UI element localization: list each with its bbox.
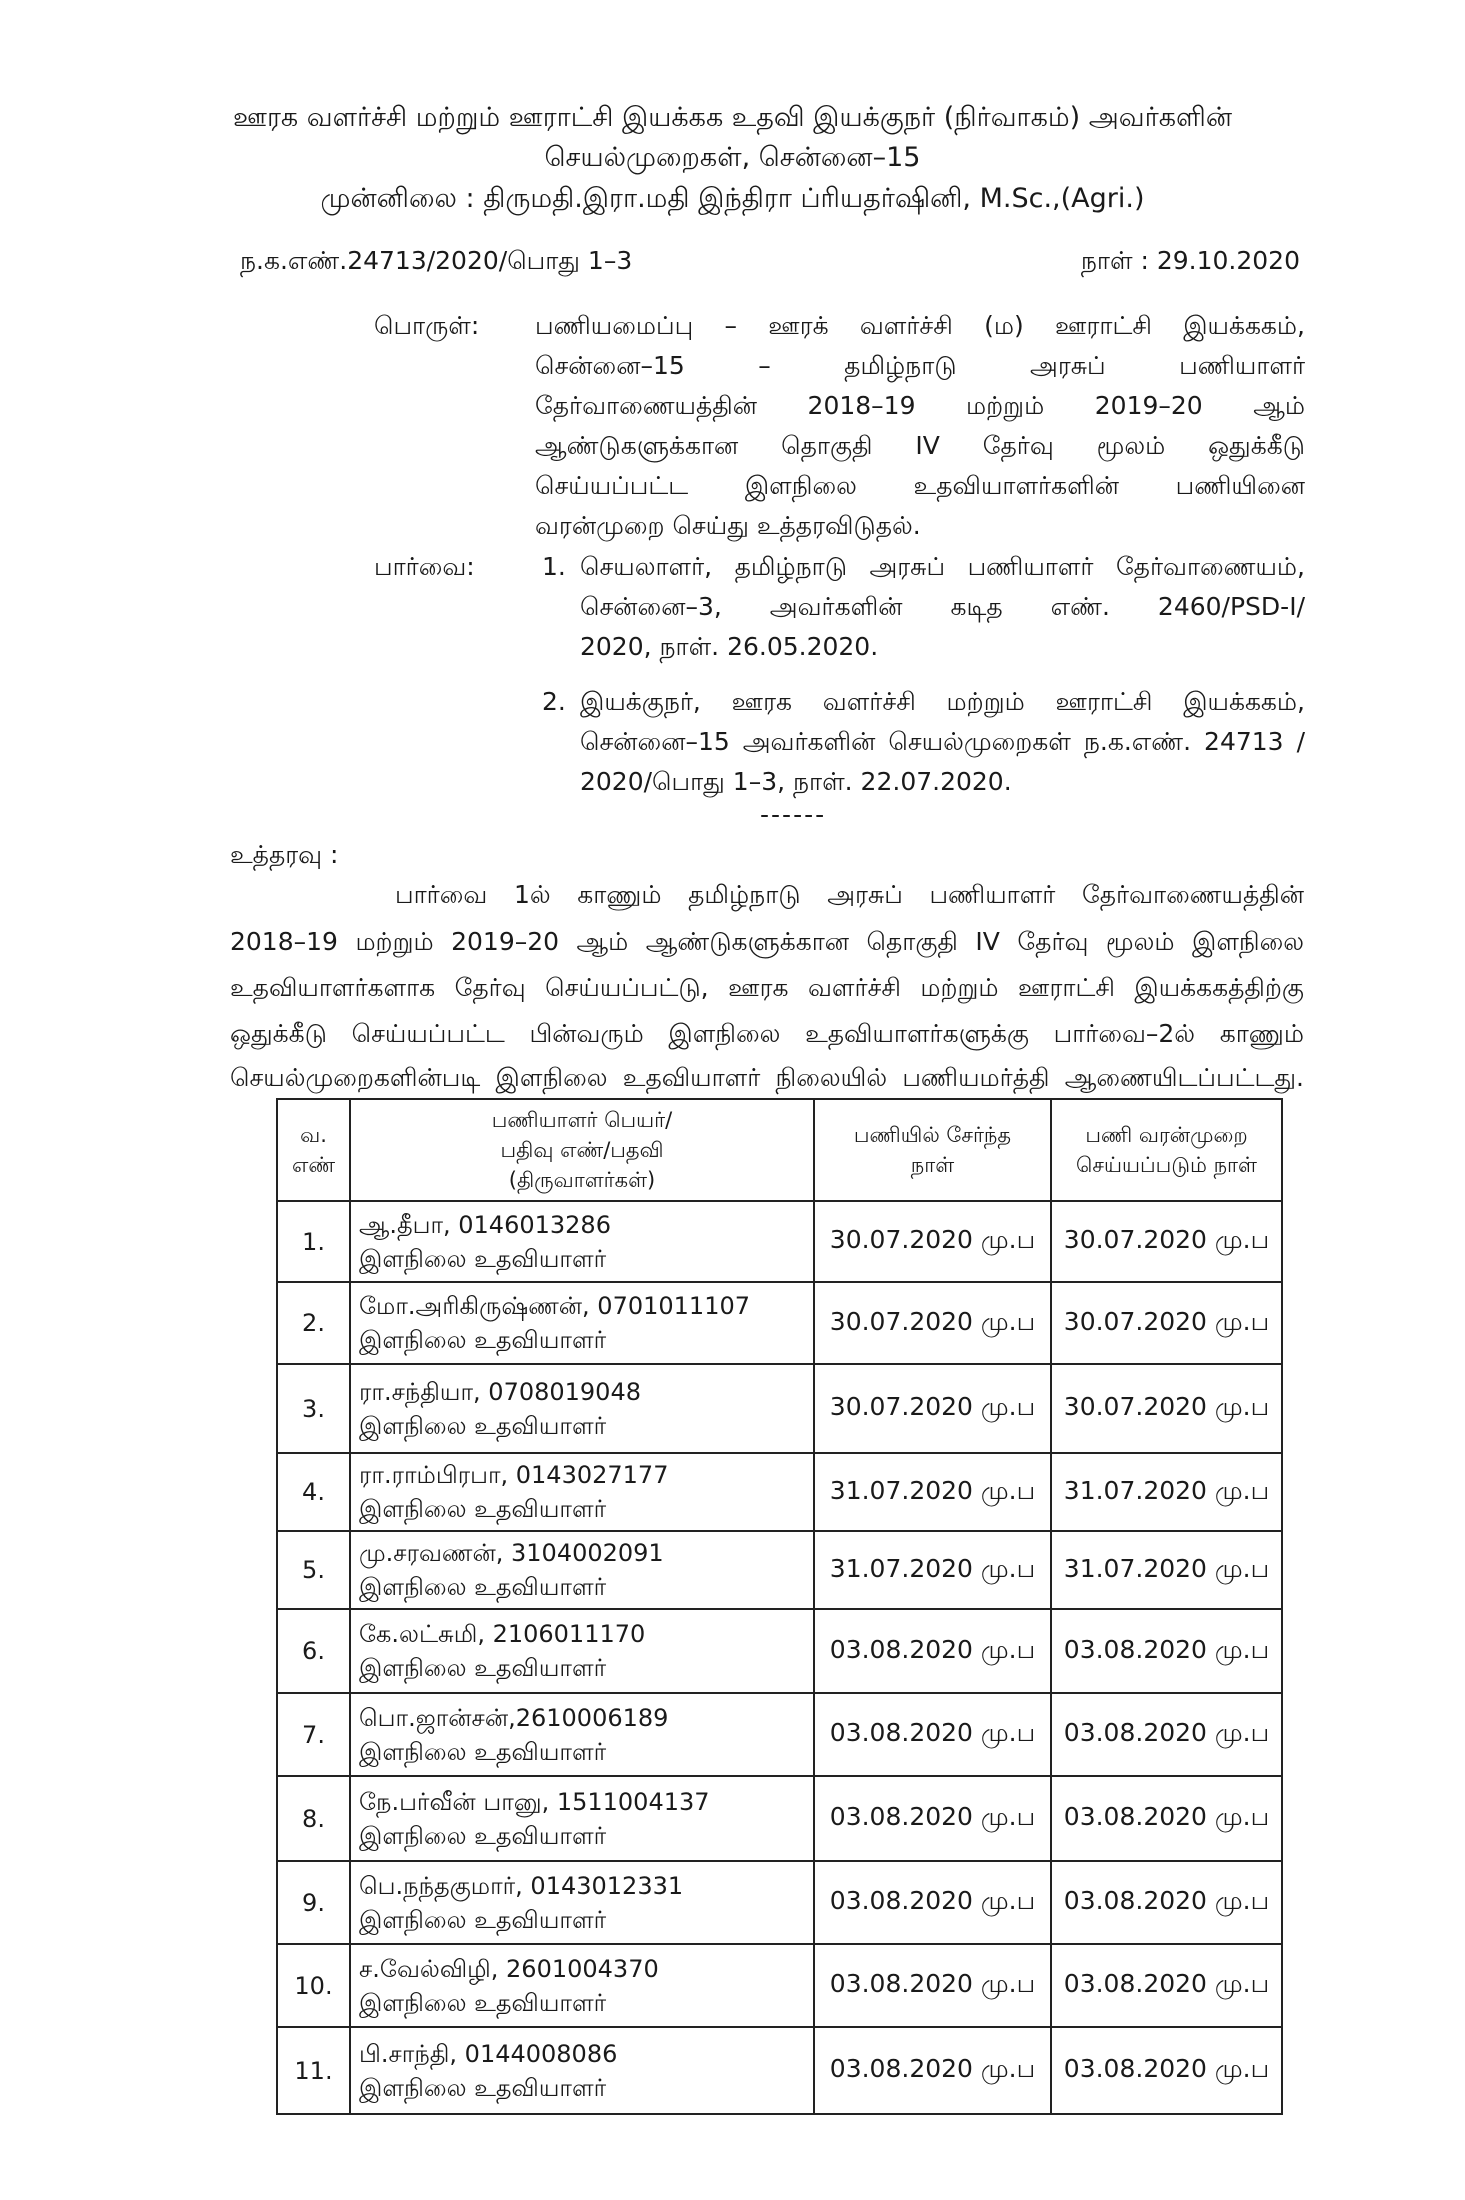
order-line: ஒதுக்கீடு செய்யப்பட்ட பின்வரும் இளநிலை உதவியாளர்களுக்கு பார்வை–2ல் காணும் bbox=[230, 1019, 1304, 1048]
joined-date: 03.08.2020 மு.ப bbox=[814, 1776, 1051, 1861]
employee-post: இளநிலை உதவியாளர் bbox=[359, 1654, 607, 1682]
reference-line: செயலாளர், தமிழ்நாடு அரசுப் பணியாளர் தேர்வாணையம், bbox=[580, 552, 1305, 581]
order-date: நாள் : 29.10.2020 bbox=[1080, 246, 1300, 275]
table-row bbox=[277, 1531, 1282, 1609]
regularised-date: 03.08.2020 மு.ப bbox=[1051, 1944, 1282, 2027]
order-line: 2018–19 மற்றும் 2019–20 ஆம் ஆண்டுகளுக்கான தொகுதி IV தேர்வு மூலம் இளநிலை bbox=[230, 927, 1304, 956]
employee-cell bbox=[350, 2027, 814, 2114]
reference-number-2: 2. bbox=[542, 687, 566, 716]
employee-post: இளநிலை உதவியாளர் bbox=[359, 1244, 607, 1273]
employee-cell bbox=[350, 1282, 814, 1364]
employee-post: இளநிலை உதவியாளர் bbox=[359, 2073, 607, 2102]
table-header-row bbox=[277, 1099, 1282, 1201]
header-joined-line: பணியில் சேர்ந்த bbox=[853, 1123, 1012, 1147]
references-list bbox=[542, 547, 1305, 802]
table-row bbox=[277, 2027, 1282, 2114]
subject-line: வரன்முறை செய்து உத்தரவிடுதல். bbox=[535, 511, 921, 540]
regularised-date: 03.08.2020 மு.ப bbox=[1051, 1693, 1282, 1776]
table-row bbox=[277, 1364, 1282, 1453]
staff-table bbox=[276, 1098, 1283, 2115]
subject-line: பணியமைப்பு – ஊரக் வளர்ச்சி (ம) ஊராட்சி இயக்ககம், bbox=[535, 311, 1305, 340]
header-serial-line: வ. bbox=[300, 1123, 327, 1147]
employee-name: ரா.சந்தியா, 0708019048 bbox=[359, 1377, 641, 1406]
employee-name: மு.சரவணன், 3104002091 bbox=[359, 1539, 664, 1567]
employee-cell bbox=[350, 1693, 814, 1776]
table-row bbox=[277, 1944, 1282, 2027]
reference-text bbox=[580, 547, 1305, 667]
joined-date: 30.07.2020 மு.ப bbox=[814, 1201, 1051, 1282]
reference-item bbox=[542, 547, 1305, 667]
header-regularised-line: செய்யப்படும் நாள் bbox=[1076, 1153, 1257, 1177]
employee-post: இளநிலை உதவியாளர் bbox=[359, 1411, 607, 1440]
reference-number: ந.க.எண்.24713/2020/பொது 1–3 bbox=[240, 246, 633, 275]
employee-post: இளநிலை உதவியாளர் bbox=[359, 1495, 607, 1523]
employee-post: இளநிலை உதவியாளர் bbox=[359, 1326, 607, 1354]
header-line-1: ஊரக வளர்ச்சி மற்றும் ஊராட்சி இயக்கக உதவி இயக்குநர் (நிர்வாகம்) அவர்களின் bbox=[232, 102, 1233, 133]
joined-date: 31.07.2020 மு.ப bbox=[814, 1531, 1051, 1609]
header-name bbox=[350, 1099, 814, 1201]
employee-name: நே.பர்வீன் பானு, 1511004137 bbox=[359, 1787, 710, 1816]
subject-line: செய்யப்பட்ட இளநிலை உதவியாளர்களின் பணியினை bbox=[535, 471, 1305, 500]
subject-block bbox=[374, 306, 1305, 546]
serial-number: 5. bbox=[277, 1531, 350, 1609]
header-regularised-date bbox=[1051, 1099, 1282, 1201]
references-label: பார்வை: bbox=[374, 552, 475, 581]
employee-cell bbox=[350, 1531, 814, 1609]
employee-name: ஆ.தீபா, 0146013286 bbox=[359, 1210, 611, 1239]
regularised-date: 03.08.2020 மு.ப bbox=[1051, 2027, 1282, 2114]
regularised-date: 03.08.2020 மு.ப bbox=[1051, 1609, 1282, 1693]
employee-cell bbox=[350, 1201, 814, 1282]
joined-date: 03.08.2020 மு.ப bbox=[814, 1944, 1051, 2027]
header-name-line: (திருவாளர்கள்) bbox=[508, 1168, 656, 1192]
employee-cell bbox=[350, 1944, 814, 2027]
employee-post: இளநிலை உதவியாளர் bbox=[359, 1821, 607, 1850]
reference-number-1: 1. bbox=[542, 552, 566, 581]
header-line-3: முன்னிலை : திருமதி.இரா.மதி இந்திரா ப்ரியதர்ஷினி, M.Sc.,(Agri.) bbox=[320, 183, 1145, 214]
employee-name: பெ.நந்தகுமார், 0143012331 bbox=[359, 1871, 684, 1900]
regularised-date: 31.07.2020 மு.ப bbox=[1051, 1453, 1282, 1531]
order-line: பார்வை 1ல் காணும் தமிழ்நாடு அரசுப் பணியாளர் தேர்வாணையத்தின் bbox=[395, 880, 1304, 909]
reference-line: 2020/பொது 1–3, நாள். 22.07.2020. bbox=[580, 767, 1012, 796]
serial-number: 11. bbox=[277, 2027, 350, 2114]
employee-post: இளநிலை உதவியாளர் bbox=[359, 1905, 607, 1934]
regularised-date: 03.08.2020 மு.ப bbox=[1051, 1861, 1282, 1944]
serial-number: 6. bbox=[277, 1609, 350, 1693]
employee-cell bbox=[350, 1364, 814, 1453]
header-joined-line: நாள் bbox=[910, 1153, 955, 1177]
header-serial bbox=[277, 1099, 350, 1201]
serial-number: 1. bbox=[277, 1201, 350, 1282]
serial-number: 10. bbox=[277, 1944, 350, 2027]
employee-post: இளநிலை உதவியாளர் bbox=[359, 1988, 607, 2017]
table-row bbox=[277, 1282, 1282, 1364]
joined-date: 03.08.2020 மு.ப bbox=[814, 1609, 1051, 1693]
regularised-date: 31.07.2020 மு.ப bbox=[1051, 1531, 1282, 1609]
regularised-date: 03.08.2020 மு.ப bbox=[1051, 1776, 1282, 1861]
subject-line: சென்னை–15 – தமிழ்நாடு அரசுப் பணியாளர் bbox=[535, 351, 1305, 380]
reference-line: சென்னை–3, அவர்களின் கடித எண். 2460/PSD-I/ bbox=[580, 592, 1305, 621]
employee-cell bbox=[350, 1776, 814, 1861]
table-row bbox=[277, 1861, 1282, 1944]
serial-number: 4. bbox=[277, 1453, 350, 1531]
reference-line: 2020, நாள். 26.05.2020. bbox=[580, 632, 879, 661]
serial-number: 2. bbox=[277, 1282, 350, 1364]
reference-text bbox=[580, 682, 1305, 802]
subject-line: ஆண்டுகளுக்கான தொகுதி IV தேர்வு மூலம் ஒதுக்கீடு bbox=[535, 431, 1305, 460]
joined-date: 03.08.2020 மு.ப bbox=[814, 1861, 1051, 1944]
serial-number: 7. bbox=[277, 1693, 350, 1776]
references-block bbox=[374, 547, 1305, 802]
regularised-date: 30.07.2020 மு.ப bbox=[1051, 1201, 1282, 1282]
subject-line: தேர்வாணையத்தின் 2018–19 மற்றும் 2019–20 ஆம் bbox=[535, 391, 1305, 420]
order-line: செயல்முறைகளின்படி இளநிலை உதவியாளர் நிலையில் பணியமர்த்தி ஆணையிடப்பட்டது. bbox=[230, 1063, 1304, 1092]
header-name-line: பணியாளர் பெயர்/ bbox=[491, 1108, 673, 1132]
reference-line: இயக்குநர், ஊரக வளர்ச்சி மற்றும் ஊராட்சி இயக்ககம், bbox=[580, 687, 1305, 716]
header-joined-date bbox=[814, 1099, 1051, 1201]
employee-post: இளநிலை உதவியாளர் bbox=[359, 1737, 607, 1766]
employee-cell bbox=[350, 1861, 814, 1944]
table-row bbox=[277, 1776, 1282, 1861]
header-serial-line: எண் bbox=[291, 1153, 336, 1177]
joined-date: 03.08.2020 மு.ப bbox=[814, 1693, 1051, 1776]
regularised-date: 30.07.2020 மு.ப bbox=[1051, 1282, 1282, 1364]
serial-number: 8. bbox=[277, 1776, 350, 1861]
employee-name: பி.சாந்தி, 0144008086 bbox=[359, 2039, 618, 2068]
employee-name: கே.லட்சுமி, 2106011170 bbox=[359, 1620, 646, 1648]
header-line-2: செயல்முறைகள், சென்னை–15 bbox=[544, 142, 921, 173]
header-name-line: பதிவு எண்/பதவி bbox=[500, 1138, 664, 1162]
reference-line: சென்னை–15 அவர்களின் செயல்முறைகள் ந.க.எண். 24713 / bbox=[580, 727, 1305, 756]
table-row bbox=[277, 1609, 1282, 1693]
order-label: உத்தரவு : bbox=[230, 840, 339, 869]
employee-name: ச.வேல்விழி, 2601004370 bbox=[359, 1954, 659, 1983]
joined-date: 31.07.2020 மு.ப bbox=[814, 1453, 1051, 1531]
employee-cell bbox=[350, 1609, 814, 1693]
separator: ------ bbox=[760, 800, 827, 829]
serial-number: 9. bbox=[277, 1861, 350, 1944]
serial-number: 3. bbox=[277, 1364, 350, 1453]
employee-post: இளநிலை உதவியாளர் bbox=[359, 1573, 607, 1601]
employee-name: ரா.ராம்பிரபா, 0143027177 bbox=[359, 1461, 669, 1489]
table-row bbox=[277, 1693, 1282, 1776]
subject-text bbox=[535, 306, 1305, 546]
order-line: உதவியாளர்களாக தேர்வு செய்யப்பட்டு, ஊரக வளர்ச்சி மற்றும் ஊராட்சி இயக்ககத்திற்கு bbox=[230, 973, 1304, 1002]
header-regularised-line: பணி வரன்முறை bbox=[1085, 1123, 1248, 1147]
subject-label: பொருள்: bbox=[374, 311, 480, 340]
joined-date: 30.07.2020 மு.ப bbox=[814, 1282, 1051, 1364]
employee-name: மோ.அரிகிருஷ்ணன், 0701011107 bbox=[359, 1292, 750, 1320]
joined-date: 30.07.2020 மு.ப bbox=[814, 1364, 1051, 1453]
employee-name: பொ.ஜான்சன்,2610006189 bbox=[359, 1703, 669, 1732]
table-row bbox=[277, 1453, 1282, 1531]
reference-item bbox=[542, 682, 1305, 802]
joined-date: 03.08.2020 மு.ப bbox=[814, 2027, 1051, 2114]
employee-cell bbox=[350, 1453, 814, 1531]
table-row bbox=[277, 1201, 1282, 1282]
regularised-date: 30.07.2020 மு.ப bbox=[1051, 1364, 1282, 1453]
